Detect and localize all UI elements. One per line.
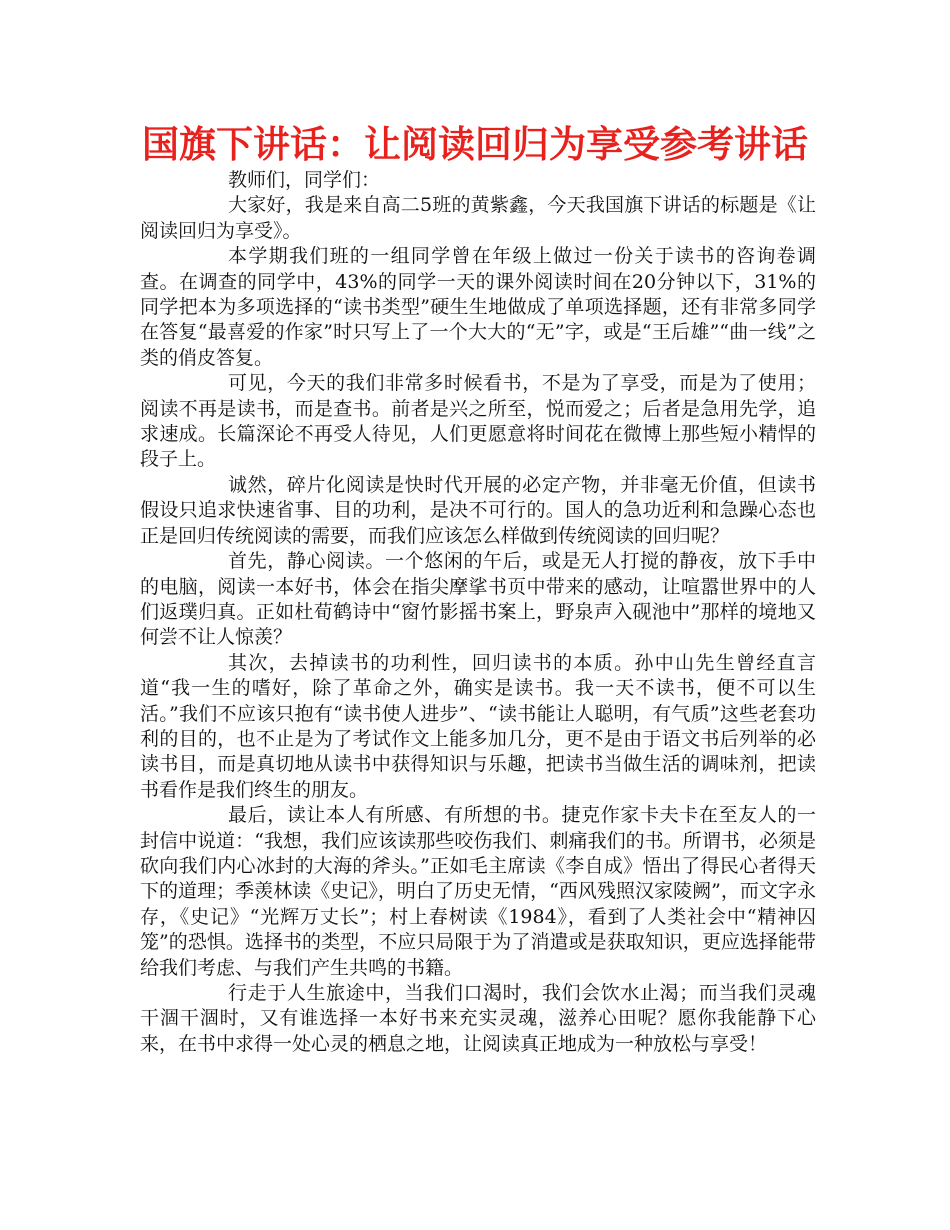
paragraph-second: 其次，去掉读书的功利性，回归读书的本质。孙中山先生曾经直言道“我一生的嗜好，除了革命之外，确实是读书。我一天不读书，便不可以生活。”我们不应该只抱有“读书使人进步”、“读书能让人聪明，有气质”这些老套功利的目的，也不止是为了考试作文上能多加几分，更不是由于语文书后列举的必读书目，而是真切地从读书中获得知识与乐趣，把读书当做生活的调味剂，把读书看作是我们终生的朋友。: [140, 651, 816, 801]
paragraph-question: 诚然，碎片化阅读是快时代开展的必定产物，并非毫无价值，但读书假设只追求快速省事、目的功利，是决不可行的。国人的急功近利和急躁心态也正是回归传统阅读的需要，而我们应该怎么样做到传统阅读的回归呢？: [140, 473, 816, 547]
paragraph-survey: 本学期我们班的一组同学曾在年级上做过一份关于读书的咨询卷调查。在调查的同学中，43%的同学一天的课外阅读时间在20分钟以下，31%的同学把本为多项选择的“读书类型”硬生生地做成了单项选择题，还有非常多同学在答复“最喜爱的作家”时只写上了一个大大的“无”字，或是“王后雄”“曲一线”之类的俏皮答复。: [140, 245, 816, 369]
paragraph-observation: 可见，今天的我们非常多时候看书，不是为了享受，而是为了使用；阅读不再是读书，而是查书。前者是兴之所至，悦而爱之；后者是急用先学，追求速成。长篇深论不再受人待见，人们更愿意将时间花在微博上那些短小精悍的段子上。: [140, 372, 816, 471]
paragraph-intro: 大家好，我是来自高二5班的黄紫鑫，今天我国旗下讲话的标题是《让阅读回归为享受》。: [140, 194, 816, 242]
paragraph-greeting: 教师们，同学们：: [228, 169, 381, 191]
paragraph-first: 首先，静心阅读。一个悠闲的午后，或是无人打搅的静夜，放下手中的电脑，阅读一本好书，体会在指尖摩挲书页中带来的感动，让喧嚣世界中的人们返璞归真。正如杜荀鹤诗中“窗竹影摇书案上，野泉声入砚池中”那样的境地又何尝不让人惊羡？: [140, 550, 816, 649]
paragraph-third: 最后，读让本人有所感、有所想的书。捷克作家卡夫卡在至友人的一封信中说道：“我想，我们应该读那些咬伤我们、刺痛我们的书。所谓书，必须是砍向我们内心冰封的大海的斧头。”正如毛主席读《李自成》悟出了得民心者得天下的道理；季羡林读《史记》，明白了历史无情，“西风残照汉家陵阙”，而文字永存，《史记》“光辉万丈长”；村上春树读《1984》，看到了人类社会中“精神囚笼”的恐惧。选择书的类型，不应只局限于为了消遣或是获取知识，更应选择能带给我们考虑、与我们产生共鸣的书籍。: [140, 804, 816, 979]
document-body: [140, 168, 816, 1057]
paragraph-conclusion: 行走于人生旅途中，当我们口渴时，我们会饮水止渴；而当我们灵魂干涸干涸时，又有谁选择一本好书来充实灵魂，滋养心田呢？愿你我能静下心来，在书中求得一处心灵的栖息之地，让阅读真正地成为一种放松与享受！: [140, 982, 816, 1055]
document-title: 国旗下讲话：让阅读回归为享受参考讲话: [142, 123, 808, 166]
